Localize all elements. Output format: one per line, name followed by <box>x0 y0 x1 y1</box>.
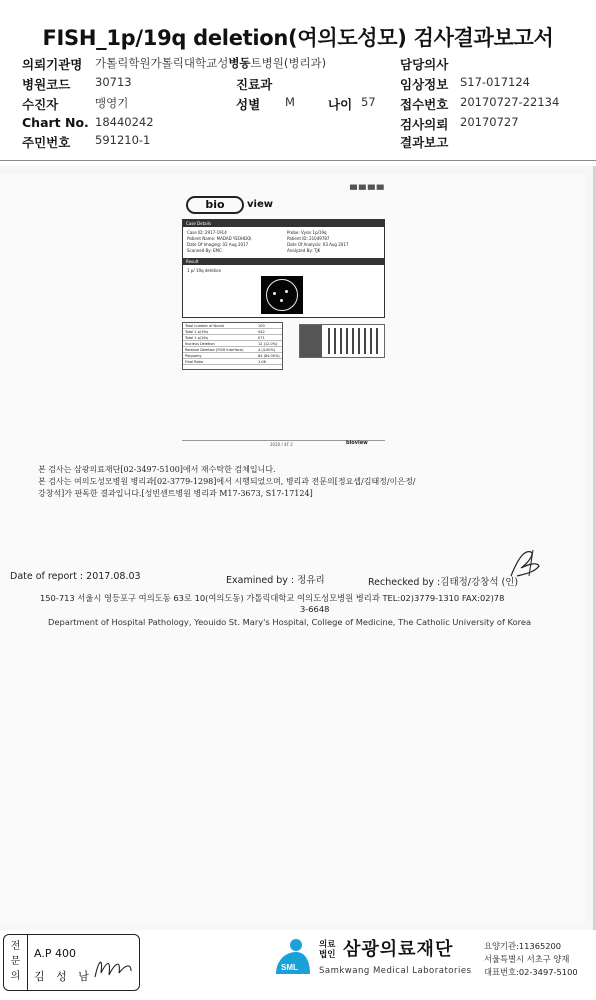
case-field: Date Of Imaging: 02 Aug 2017 <box>187 242 249 247</box>
signal-bar <box>358 328 360 354</box>
stamp-side-label: 전 문 의 <box>4 935 28 990</box>
fish-signal-dot <box>280 299 283 302</box>
case-field: Patient Name: MADAD YEOHDQI <box>187 236 252 241</box>
case-field: Analyzed By: TJK <box>287 248 321 253</box>
request-date-value: 20170727 <box>460 115 519 129</box>
requesting-org-label: 의뢰기관명 <box>22 57 83 72</box>
requesting-org-value: 가톨릭학원가톨릭대학교성병동트병원(병리과) <box>95 56 327 70</box>
sml-logo-icon <box>272 936 312 976</box>
receipt-no-label: 접수번호 <box>400 97 449 112</box>
signal-bar <box>352 328 354 354</box>
fish-signal-dot <box>285 290 288 293</box>
request-date-label: 검사의뢰 <box>400 117 449 132</box>
report-title: FISH_1p/19q deletion(여의도성모) 검사결과보고서 <box>42 26 554 50</box>
signal-bar <box>364 328 366 354</box>
sex-value: M <box>285 95 295 109</box>
table-row: Total 1 p/19q 042 <box>183 330 282 335</box>
clinical-info-value: S17-017124 <box>460 75 530 89</box>
hospital-code-label: 병원코드 <box>22 77 71 92</box>
company-phone: 대표번호:02-3497-5100 <box>484 967 578 977</box>
signal-bar <box>346 328 348 354</box>
age-label: 나이 <box>328 97 353 112</box>
bioview-logo-word: view <box>247 199 273 210</box>
signal-bar <box>376 328 378 354</box>
sml-badge-text: SML <box>281 963 298 972</box>
hospital-fax-tail: 3-6648 <box>300 604 330 614</box>
stamp-license: A.P 400 <box>34 947 76 960</box>
fish-signal-dot <box>273 292 276 295</box>
report-header <box>0 0 596 165</box>
company-name-english: Samkwang Medical Laboratories <box>319 966 472 976</box>
hospital-address: 150-713 서울시 영등포구 여의도동 63로 10(여의도동) 가톨릭대학교 여의도성모병원 병리과 TEL:02)3779-1310 FAX:02)78 <box>40 593 505 603</box>
table-row: Nucleus Deletion 12 (12.0%) <box>183 342 282 347</box>
signal-bar <box>334 328 336 354</box>
signature-icon <box>505 546 545 582</box>
case-field: Patient ID: 21049787 <box>287 236 330 241</box>
header-row-4 <box>0 115 596 135</box>
corporation-label: 의료 법인 <box>319 940 336 960</box>
case-field: Probe: Vysis 1p/19q <box>287 230 327 235</box>
case-field: Date Of Analysis: 03 Aug 2017 <box>287 242 349 247</box>
result-title: Result <box>183 259 384 265</box>
fish-cell-image <box>261 276 303 314</box>
note-line: 본 검사는 삼광의료재단[02-3497-5100]에서 재수탁한 검체입니다. <box>38 465 276 474</box>
case-field: Case ID: 2917-1914 <box>187 230 227 235</box>
report-notes <box>38 464 568 500</box>
signal-bar <box>328 328 330 354</box>
signal-bar <box>370 328 372 354</box>
header-row-3 <box>0 95 596 115</box>
signal-pattern-panel <box>299 324 385 358</box>
bioview-logo-bubble: bio <box>186 196 244 214</box>
rechecked-by: Rechecked by :김태정/강창석 (인) <box>368 577 519 588</box>
signal-bar <box>340 328 342 354</box>
footer-bar <box>0 930 596 1000</box>
result-box <box>182 258 385 318</box>
age-value: 57 <box>361 95 376 109</box>
bioview-logo <box>186 194 273 214</box>
table-row: Total number of Nuclei 100 <box>183 324 282 329</box>
receipt-no-value: 20170727-22134 <box>460 95 560 109</box>
clinical-info-label: 임상정보 <box>400 77 449 92</box>
table-row: Relative Deletion (FISH Interface) 4 (4.00%) <box>183 348 282 353</box>
cell-nucleus-outline <box>266 279 298 311</box>
scanned-report <box>0 166 596 930</box>
case-field: Scanned By: EMC <box>187 248 222 253</box>
stamp-name: 김 성 남 <box>34 970 93 983</box>
result-text: 1 p/ 19q deletion <box>187 268 222 273</box>
case-details-box <box>182 219 385 259</box>
patient-label: 수진자 <box>22 97 59 112</box>
department-line: Department of Hospital Pathology, Yeouido St. Mary's Hospital, College of Medicine, The Catholic University of Korea <box>48 617 532 627</box>
physician-label: 담당의사 <box>400 57 449 72</box>
company-address: 서울특별시 서초구 양재 <box>484 954 570 964</box>
scan-corner-mark: ▀▀▀▀ <box>350 186 386 196</box>
resident-no-label: 주민번호 <box>22 135 71 150</box>
header-row-5 <box>0 133 596 153</box>
note-line: 강창석]가 판독한 결과입니다.[성빈센트병원 병리과 M17-3673, S17-17124] <box>38 489 313 498</box>
signal-pattern-dark-panel <box>300 325 322 357</box>
company-institution-code: 요양기관:11365200 <box>484 941 562 951</box>
table-row: Total 1 p/19q 071 <box>183 336 282 341</box>
count-table <box>182 322 283 370</box>
scan-page-number: 2020 / 4F 2 <box>270 442 293 447</box>
result-report-label: 결과보고 <box>400 135 449 150</box>
resident-no-value: 591210-1 <box>95 133 151 147</box>
report-date: Date of report : 2017.08.03 <box>10 571 141 582</box>
stamp-signature-icon <box>91 953 135 983</box>
bioview-logo-small: bioview <box>346 440 368 446</box>
table-row: Final Ratio 1.06 <box>183 360 282 365</box>
header-divider <box>0 160 596 161</box>
examined-by: Examined by : 정유리 <box>226 575 325 586</box>
sex-label: 성별 <box>236 97 261 112</box>
company-name: 삼광의료재단 <box>343 939 454 960</box>
patient-value: 맹영기 <box>95 96 129 110</box>
specialist-stamp <box>3 934 140 991</box>
note-line: 본 검사는 여의도성모병원 병리과[02-3779-1298]에서 시행되었으며, 병리과 전문의[정요셉/김태정/이은정/ <box>38 477 416 486</box>
hospital-code-value: 30713 <box>95 75 132 89</box>
table-row: Polysomy 84 (84.00%) <box>183 354 282 359</box>
case-details-title: Case Details <box>183 220 384 227</box>
company-info <box>484 940 578 979</box>
chart-no-value: 18440242 <box>95 115 154 129</box>
scanned-paper <box>0 174 585 924</box>
header-row-1 <box>0 55 596 75</box>
chart-no-label: Chart No. <box>22 115 89 130</box>
header-row-2 <box>0 75 596 95</box>
department-label: 진료과 <box>236 77 273 92</box>
